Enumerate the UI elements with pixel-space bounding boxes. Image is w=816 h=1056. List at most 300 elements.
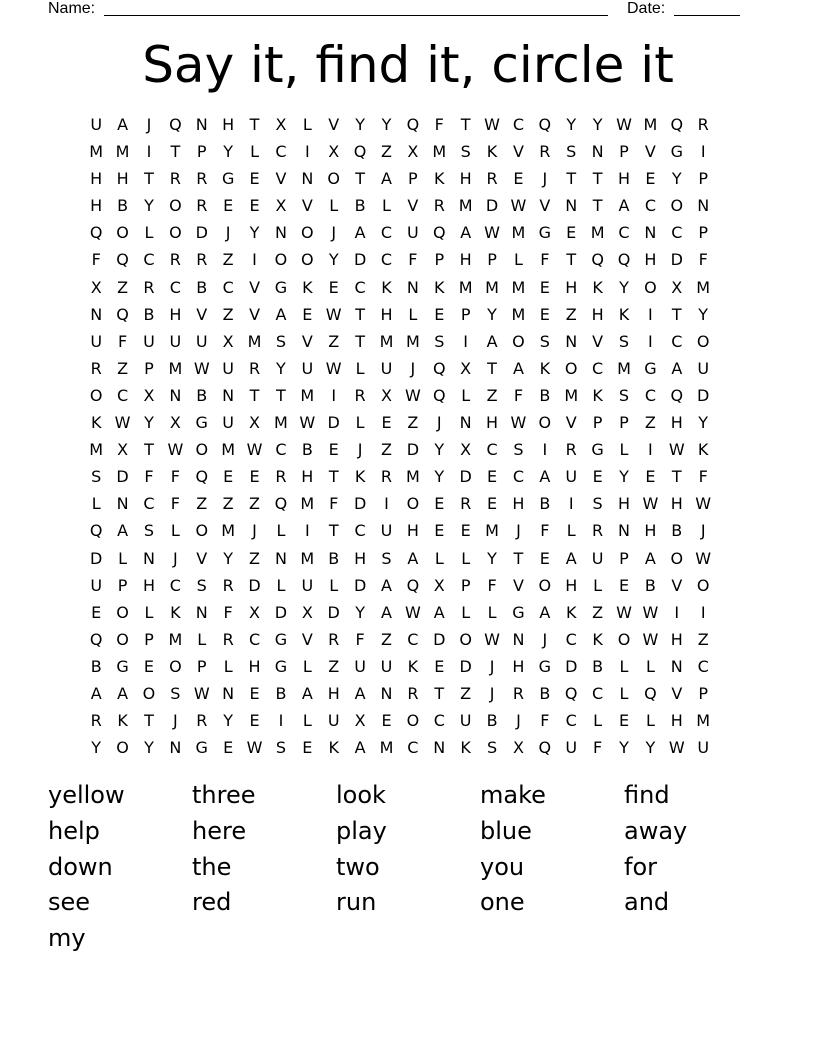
grid-letter: K — [592, 385, 603, 405]
grid-letter: E — [249, 683, 260, 703]
grid-letter: C — [407, 629, 419, 649]
grid-letter: E — [249, 711, 260, 731]
grid-letter: O — [142, 683, 156, 703]
grid-letter: W — [616, 115, 632, 134]
grid-letter: V — [539, 196, 551, 216]
grid-letter: R — [460, 494, 472, 514]
grid-letter: L — [593, 575, 603, 595]
grid-letter: A — [117, 683, 129, 703]
grid-letter: M — [379, 331, 394, 351]
grid-letter: N — [433, 738, 446, 758]
grid-letter: Y — [619, 277, 629, 297]
grid-row — [83, 572, 716, 599]
grid-letter: L — [144, 602, 154, 622]
grid-letter: Q — [195, 467, 209, 487]
grid-row — [83, 734, 716, 761]
grid-letter: V — [565, 413, 577, 433]
grid-letter: K — [618, 304, 630, 324]
grid-letter: C — [671, 223, 683, 243]
grid-letter: O — [195, 440, 209, 460]
grid-letter: O — [116, 629, 129, 649]
grid-letter: M — [485, 521, 499, 541]
grid-letter: S — [618, 385, 630, 405]
grid-letter: C — [433, 711, 445, 731]
grid-letter: J — [516, 521, 521, 541]
grid-letter: R — [354, 385, 366, 405]
grid-letter: T — [144, 169, 154, 189]
grid-letter: X — [433, 575, 445, 595]
grid-letter: O — [696, 575, 710, 595]
grid-letter: W — [404, 385, 421, 405]
grid-letter: G — [274, 656, 288, 676]
grid-letter: O — [670, 196, 684, 216]
grid-letter: C — [275, 440, 287, 460]
grid-letter: I — [384, 494, 389, 514]
grid-letter: C — [143, 494, 155, 514]
grid-letter: U — [697, 738, 710, 758]
grid-letter: K — [302, 277, 313, 297]
grid-letter: M — [405, 331, 420, 351]
grid-letter: Y — [144, 738, 154, 758]
grid-letter: Y — [223, 142, 234, 162]
grid-letter: Y — [619, 467, 629, 487]
grid-letter: L — [461, 602, 471, 622]
grid-letter: C — [248, 629, 261, 649]
grid-letter: G — [274, 629, 288, 649]
grid-letter: W — [642, 602, 659, 622]
grid-letter: S — [618, 331, 630, 351]
grid-letter: W — [114, 413, 131, 433]
grid-letter: Y — [223, 711, 234, 731]
grid-letter: U — [222, 358, 234, 378]
grid-letter: D — [274, 602, 288, 622]
grid-row — [83, 599, 716, 626]
grid-row — [83, 138, 716, 165]
grid-letter: O — [670, 548, 684, 568]
grid-letter: X — [354, 711, 366, 731]
grid-letter: N — [565, 331, 578, 351]
grid-letter: C — [618, 223, 630, 243]
grid-letter: M — [458, 196, 473, 216]
grid-letter: J — [489, 683, 495, 703]
grid-letter: E — [618, 575, 630, 595]
grid-letter: M — [89, 142, 104, 162]
grid-letter: I — [648, 304, 653, 324]
grid-letter: A — [671, 358, 683, 378]
grid-letter: Q — [406, 115, 420, 134]
grid-letter: Y — [381, 115, 392, 134]
grid-letter: H — [459, 250, 472, 270]
grid-letter: P — [460, 304, 471, 324]
grid-letter: H — [486, 413, 499, 433]
grid-letter: P — [434, 250, 445, 270]
grid-letter: C — [565, 711, 577, 731]
grid-letter: E — [539, 277, 550, 297]
grid-row — [83, 192, 716, 219]
grid-letter: L — [619, 440, 629, 460]
grid-letter: O — [644, 277, 657, 297]
grid-letter: A — [512, 358, 524, 378]
grid-letter: W — [193, 358, 210, 378]
grid-letter: N — [459, 413, 472, 433]
grid-letter: Z — [117, 358, 129, 378]
grid-letter: H — [327, 683, 340, 703]
grid-letter: R — [565, 440, 577, 460]
grid-letter: W — [668, 738, 685, 758]
grid-letter: G — [221, 169, 235, 189]
grid-letter: Z — [697, 629, 709, 649]
grid-letter: M — [643, 115, 658, 134]
grid-row — [83, 626, 716, 653]
grid-letter: Y — [645, 738, 656, 758]
grid-letter: J — [410, 358, 416, 378]
word-list-item: yellow — [48, 781, 125, 809]
grid-letter: M — [115, 142, 130, 162]
grid-letter: K — [565, 602, 577, 622]
grid-letter: D — [248, 575, 261, 595]
grid-letter: E — [487, 467, 498, 487]
grid-letter: A — [354, 738, 366, 758]
grid-letter: R — [328, 629, 340, 649]
grid-letter: A — [486, 331, 498, 351]
grid-letter: L — [302, 711, 312, 731]
grid-letter: H — [670, 629, 683, 649]
grid-letter: W — [642, 629, 659, 649]
grid-letter: O — [116, 738, 129, 758]
grid-letter: T — [328, 521, 339, 541]
grid-letter: V — [196, 304, 208, 324]
grid-letter: H — [617, 169, 631, 189]
grid-letter: Y — [276, 358, 286, 378]
grid-letter: N — [274, 223, 287, 243]
grid-letter: G — [538, 223, 552, 243]
grid-letter: U — [222, 413, 234, 433]
word-list-item: three — [192, 781, 256, 809]
grid-row — [83, 517, 716, 544]
grid-letter: N — [512, 629, 525, 649]
grid-letter: X — [460, 440, 472, 460]
grid-letter: Z — [381, 142, 392, 162]
worksheet-header — [0, 0, 816, 20]
grid-letter: B — [90, 656, 102, 676]
grid-letter: Z — [222, 304, 234, 324]
grid-letter: B — [539, 494, 551, 514]
grid-letter: T — [249, 115, 260, 134]
grid-letter: C — [354, 521, 366, 541]
grid-letter: R — [196, 711, 208, 731]
grid-letter: L — [355, 413, 365, 433]
grid-letter: S — [513, 440, 524, 460]
grid-letter: J — [542, 169, 548, 189]
grid-letter: C — [143, 250, 155, 270]
grid-letter: D — [353, 250, 367, 270]
grid-letter: J — [146, 115, 152, 134]
grid-letter: P — [698, 683, 708, 703]
grid-letter: P — [460, 575, 471, 595]
grid-letter: B — [196, 277, 208, 297]
grid-letter: B — [275, 683, 287, 703]
grid-letter: C — [644, 196, 656, 216]
grid-letter: S — [196, 575, 207, 595]
grid-letter: I — [146, 142, 152, 162]
grid-letter: Y — [487, 304, 497, 324]
grid-letter: H — [248, 656, 261, 676]
grid-letter: O — [301, 250, 314, 270]
grid-letter: E — [249, 196, 260, 216]
name-label: Name: — [48, 0, 96, 17]
grid-letter: N — [644, 223, 657, 243]
grid-letter: F — [540, 250, 550, 270]
grid-letter: I — [463, 331, 469, 351]
grid-letter: Z — [486, 385, 498, 405]
grid-letter: D — [433, 629, 446, 649]
grid-letter: Y — [223, 548, 234, 568]
grid-letter: G — [274, 277, 288, 297]
grid-letter: O — [538, 575, 552, 595]
grid-letter: Q — [89, 223, 103, 243]
grid-letter: P — [619, 548, 629, 568]
grid-letter: N — [116, 494, 129, 514]
grid-letter: O — [274, 250, 288, 270]
grid-letter: R — [90, 358, 102, 378]
grid-letter: V — [275, 169, 287, 189]
grid-letter: C — [169, 575, 181, 595]
grid-letter: Y — [487, 548, 497, 568]
grid-letter: Z — [249, 548, 261, 568]
grid-letter: W — [246, 440, 263, 460]
grid-letter: N — [90, 304, 103, 324]
grid-letter: N — [222, 683, 235, 703]
grid-letter: L — [329, 575, 339, 595]
grid-letter: E — [328, 277, 339, 297]
grid-letter: Z — [222, 250, 234, 270]
grid-letter: U — [407, 223, 419, 243]
word-list-item: you — [480, 852, 525, 881]
grid-letter: C — [407, 738, 419, 758]
grid-letter: Q — [538, 115, 552, 134]
grid-letter: H — [90, 169, 103, 189]
grid-letter: W — [510, 413, 527, 433]
grid-letter: X — [275, 196, 287, 216]
grid-letter: K — [434, 277, 445, 297]
grid-letter: I — [304, 521, 310, 541]
grid-letter: Z — [644, 413, 656, 433]
grid-letter: M — [564, 385, 579, 405]
grid-letter: X — [90, 277, 102, 297]
grid-letter: K — [486, 142, 498, 162]
grid-letter: K — [592, 277, 603, 297]
grid-letter: E — [328, 440, 339, 460]
grid-letter: O — [116, 223, 129, 243]
grid-letter: K — [381, 277, 392, 297]
grid-letter: T — [170, 142, 181, 162]
grid-letter: V — [671, 683, 683, 703]
grid-row — [83, 219, 716, 246]
grid-letter: M — [696, 711, 711, 731]
grid-letter: Y — [355, 602, 365, 622]
grid-letter: P — [144, 358, 154, 378]
grid-letter: T — [592, 196, 603, 216]
grid-letter: R — [275, 467, 287, 487]
grid-letter: W — [325, 358, 342, 378]
grid-letter: L — [593, 711, 603, 731]
grid-letter: E — [513, 169, 524, 189]
grid-letter: R — [90, 711, 102, 731]
grid-letter: J — [516, 711, 521, 731]
grid-letter: M — [221, 521, 236, 541]
grid-letter: B — [644, 575, 656, 595]
grid-letter: F — [355, 629, 365, 649]
grid-letter: O — [169, 223, 182, 243]
grid-letter: H — [354, 548, 367, 568]
grid-row — [83, 436, 716, 463]
grid-letter: P — [408, 169, 418, 189]
grid-letter: L — [302, 656, 312, 676]
grid-letter: E — [487, 494, 498, 514]
grid-letter: B — [196, 385, 208, 405]
grid-letter: Y — [91, 738, 102, 758]
grid-letter: S — [486, 738, 498, 758]
grid-letter: R — [592, 521, 604, 541]
grid-letter: L — [118, 548, 128, 568]
grid-letter: W — [484, 115, 500, 134]
word-list-item: here — [192, 816, 247, 845]
grid-letter: N — [618, 521, 630, 541]
grid-letter: V — [301, 196, 313, 216]
grid-letter: F — [329, 494, 339, 514]
grid-letter: A — [275, 304, 287, 324]
grid-letter: X — [117, 440, 129, 460]
grid-letter: H — [512, 494, 525, 514]
grid-letter: F — [408, 250, 418, 270]
grid-letter: E — [91, 602, 102, 622]
grid-letter: Y — [592, 115, 603, 134]
grid-letter: D — [565, 656, 578, 676]
grid-letter: Y — [698, 304, 709, 324]
grid-letter: A — [460, 223, 472, 243]
word-list — [48, 778, 768, 957]
grid-letter: V — [249, 304, 261, 324]
grid-letter: M — [168, 358, 183, 378]
word-list-item: make — [480, 781, 546, 809]
grid-letter: P — [698, 169, 708, 189]
grid-letter: D — [485, 196, 499, 216]
grid-letter: I — [304, 142, 310, 162]
grid-letter: L — [302, 115, 312, 134]
grid-letter: W — [246, 738, 263, 758]
grid-letter: L — [355, 358, 365, 378]
grid-letter: C — [222, 277, 234, 297]
grid-letter: M — [89, 440, 104, 460]
grid-letter: K — [592, 629, 603, 649]
grid-letter: N — [195, 115, 208, 134]
grid-letter: X — [512, 738, 524, 758]
grid-letter: H — [670, 494, 683, 514]
grid-letter: L — [197, 629, 207, 649]
grid-letter: N — [222, 385, 235, 405]
grid-letter: V — [196, 548, 208, 568]
grid-letter: Q — [591, 250, 604, 270]
grid-letter: G — [591, 440, 604, 460]
grid-letter: N — [301, 169, 314, 189]
grid-letter: A — [301, 683, 313, 703]
name-blank-line — [104, 15, 608, 16]
grid-letter: T — [355, 331, 365, 351]
grid-letter: V — [249, 277, 261, 297]
grid-letter: T — [276, 385, 286, 405]
grid-letter: L — [619, 656, 629, 676]
grid-letter: S — [143, 521, 155, 541]
grid-letter: P — [144, 629, 154, 649]
grid-letter: H — [301, 467, 314, 487]
grid-letter: A — [381, 575, 392, 595]
grid-letter: Q — [89, 521, 103, 541]
grid-letter: W — [668, 440, 685, 460]
grid-letter: A — [618, 196, 630, 216]
grid-letter: W — [167, 440, 184, 460]
grid-letter: L — [619, 683, 629, 703]
grid-letter: Z — [249, 494, 261, 514]
grid-letter: I — [568, 494, 574, 514]
grid-letter: T — [671, 467, 682, 487]
grid-letter: F — [540, 521, 550, 541]
word-list-item: red — [192, 888, 232, 917]
grid-letter: L — [170, 521, 180, 541]
grid-letter: R — [222, 629, 234, 649]
grid-letter: B — [539, 683, 551, 703]
grid-letter: G — [512, 602, 525, 622]
grid-letter: B — [671, 521, 683, 541]
word-list-item: play — [336, 816, 387, 845]
grid-letter: R — [380, 467, 393, 487]
grid-letter: I — [648, 331, 653, 351]
grid-letter: M — [511, 277, 526, 297]
grid-letter: I — [674, 602, 680, 622]
grid-letter: E — [302, 304, 313, 324]
grid-letter: K — [117, 711, 128, 731]
grid-letter: J — [489, 656, 495, 676]
grid-letter: X — [143, 385, 155, 405]
grid-letter: E — [566, 223, 577, 243]
grid-row — [83, 274, 716, 301]
grid-letter: T — [566, 169, 577, 189]
grid-letter: B — [301, 440, 313, 460]
grid-letter: E — [249, 467, 260, 487]
grid-letter: O — [301, 223, 314, 243]
grid-letter: Z — [328, 656, 340, 676]
grid-letter: H — [565, 575, 578, 595]
grid-letter: I — [331, 385, 337, 405]
grid-letter: B — [328, 548, 340, 568]
grid-letter: X — [460, 358, 472, 378]
grid-letter: L — [250, 142, 259, 162]
grid-letter: Z — [381, 629, 392, 649]
grid-letter: Q — [116, 250, 129, 270]
grid-letter: V — [301, 331, 313, 351]
word-list-item: run — [336, 888, 377, 917]
grid-letter: A — [644, 548, 656, 568]
grid-letter: Q — [169, 115, 182, 134]
grid-letter: N — [670, 656, 683, 676]
grid-letter: M — [274, 413, 288, 433]
grid-letter: Q — [432, 358, 446, 378]
grid-letter: G — [195, 413, 208, 433]
grid-letter: S — [434, 331, 445, 351]
grid-letter: R — [169, 169, 181, 189]
grid-letter: S — [566, 142, 577, 162]
grid-letter: C — [512, 467, 525, 487]
grid-letter: T — [355, 169, 365, 189]
